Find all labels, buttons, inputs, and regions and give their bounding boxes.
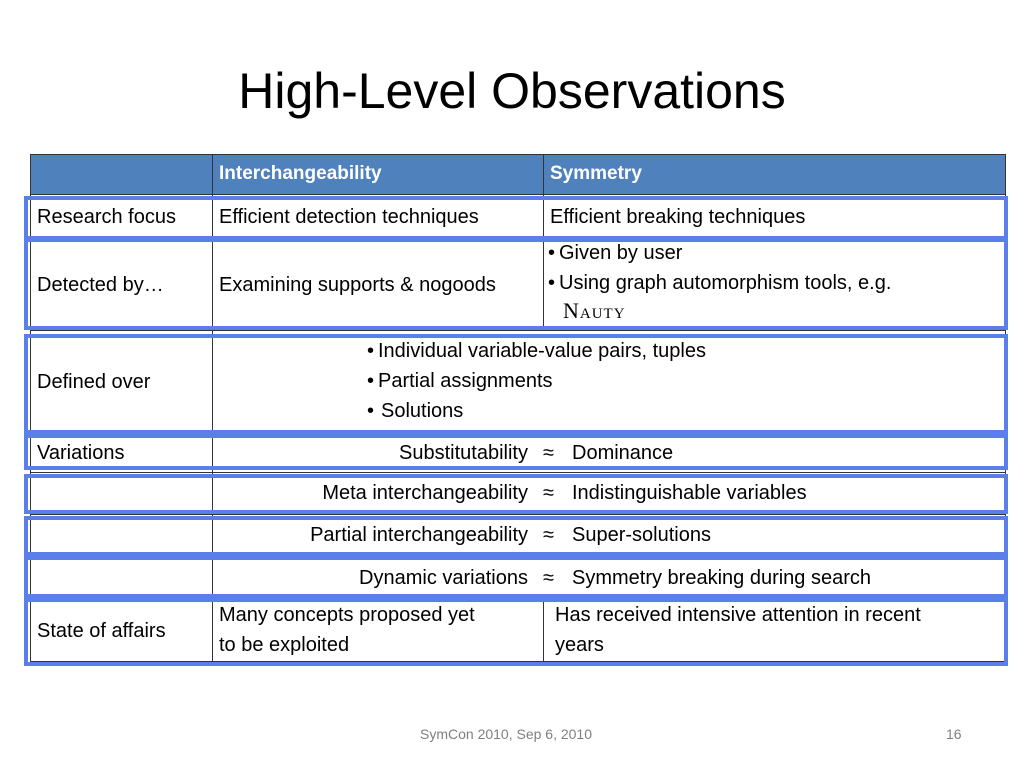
approx-symbol: ≈ — [543, 567, 554, 589]
highlight-research-focus — [24, 196, 1008, 240]
slide-title: High-Level Observations — [238, 63, 786, 119]
highlight-detected-by — [24, 238, 1008, 330]
variation-left: Dynamic variations — [359, 567, 528, 589]
research-focus-interchangeability: Efficient detection techniques — [219, 206, 479, 228]
detected-by-interchangeability: Examining supports & nogoods — [219, 274, 496, 296]
header-interchangeability: Interchangeability — [212, 154, 543, 194]
highlight-state-of-affairs — [24, 598, 1008, 666]
detected-by-bullet: Given by user — [559, 242, 683, 264]
row-label-defined-over: Defined over — [37, 371, 151, 393]
highlight-variations-4 — [24, 556, 1008, 598]
variation-right: Super-solutions — [572, 524, 711, 546]
variation-left: Partial interchangeability — [310, 524, 528, 546]
approx-symbol: ≈ — [543, 524, 554, 546]
highlight-defined-over — [24, 334, 1008, 434]
approx-symbol: ≈ — [543, 442, 554, 464]
row-label-research-focus: Research focus — [37, 206, 176, 228]
page-number: 16 — [946, 726, 962, 742]
defined-over-bullet: Partial assignments — [378, 370, 553, 392]
nauty-tool-name: Nauty — [563, 298, 626, 323]
variation-right: Symmetry breaking during search — [572, 567, 872, 589]
research-focus-symmetry: Efficient breaking techniques — [550, 206, 806, 228]
text-line: years — [555, 634, 604, 656]
approx-symbol: ≈ — [543, 482, 554, 504]
text-line: Many concepts proposed yet — [219, 604, 475, 626]
row-label-variations: Variations — [37, 442, 125, 464]
header-cell-empty — [30, 154, 212, 194]
header-symmetry: Symmetry — [543, 154, 1006, 194]
text-line: Has received intensive attention in recent — [555, 604, 921, 626]
detected-by-bullet: Using graph automorphism tools, e.g. — [559, 272, 892, 294]
highlight-variations-2 — [24, 474, 1008, 514]
row-label-detected-by: Detected by… — [37, 274, 164, 296]
detected-by-symmetry: • Given by user • Using graph automorphism tools, e.g. Nauty — [548, 238, 891, 325]
defined-over-bullet: Individual variable-value pairs, tuples — [378, 340, 706, 362]
variation-right: Dominance — [572, 442, 674, 464]
highlight-variations-3 — [24, 516, 1008, 556]
highlight-variations-1 — [24, 434, 1008, 470]
text-line: to be exploited — [219, 634, 350, 656]
variation-left: Meta interchangeability — [322, 482, 528, 504]
variation-left: Substitutability — [399, 442, 528, 464]
footer-text: SymCon 2010, Sep 6, 2010 — [420, 726, 593, 742]
defined-over-bullet: Solutions — [381, 400, 464, 422]
row-label-state-of-affairs: State of affairs — [37, 619, 166, 642]
defined-over-list: • Individual variable-value pairs, tuples • Partial assignments • Solutions — [367, 336, 706, 426]
variation-right: Indistinguishable variables — [572, 482, 807, 504]
